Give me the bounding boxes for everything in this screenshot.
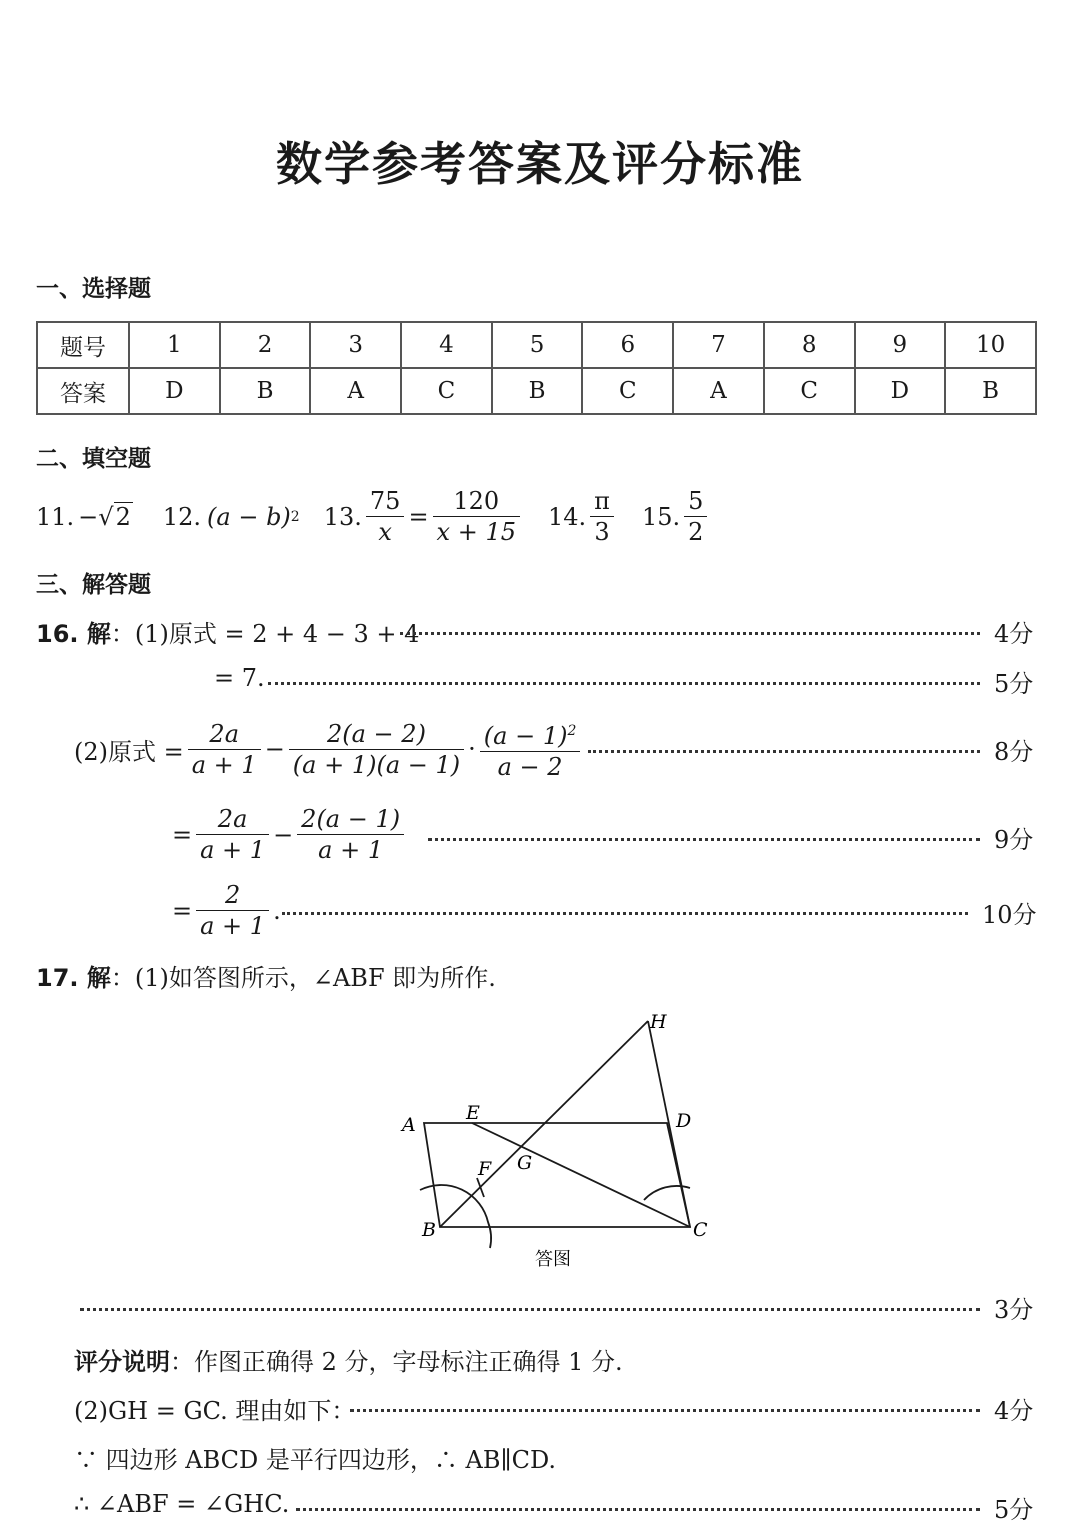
label-c: C (693, 1219, 708, 1241)
page-title: 数学参考答案及评分标准 (276, 137, 804, 191)
label-g: G (517, 1152, 533, 1174)
table-cell-number: 3 (310, 322, 401, 368)
score-4: 4分 (994, 1397, 1034, 1425)
q14-denominator: 3 (594, 518, 610, 546)
table-row-numbers (37, 322, 1036, 368)
numerator: 2(a − 2) (289, 719, 464, 750)
q17-part1-text: ：(1)如答图所示，∠ABF 即为所作. (110, 964, 496, 992)
leader-dots (296, 1508, 980, 1511)
leader-dots (428, 838, 980, 841)
fraction (188, 719, 261, 780)
table-cell-number: 1 (129, 322, 220, 368)
note-text: ：作图正确得 2 分，字母标注正确得 1 分. (170, 1348, 623, 1376)
table-cell-number: 2 (220, 322, 311, 368)
leader-dots (350, 1409, 980, 1412)
scoring-note (74, 1342, 623, 1377)
label-d: D (676, 1110, 692, 1132)
q16-part2-line (74, 716, 584, 782)
q14-numerator: π (590, 486, 614, 517)
numerator-exponent: 2 (567, 723, 577, 739)
fill-answers-line (36, 486, 711, 547)
denominator: a + 1 (318, 836, 384, 864)
minus-sign: − (264, 735, 285, 763)
label-b: B (422, 1219, 436, 1241)
table-cell-answer: C (401, 368, 492, 414)
tick-f (477, 1178, 484, 1197)
score-5: 5分 (994, 670, 1034, 698)
q12-expression: (a − b) (207, 502, 291, 531)
note-label: 评分说明 (74, 1348, 170, 1376)
denominator: a − 2 (497, 753, 563, 781)
table-cell-number: 9 (855, 322, 946, 368)
figure-caption: 答图 (535, 1249, 571, 1270)
score-3: 3分 (994, 1296, 1034, 1324)
numerator-base: (a − 1) (483, 722, 568, 750)
table-cell-number: 6 (582, 322, 673, 368)
q11-number: 11. (36, 502, 75, 531)
answer-table (36, 321, 1037, 415)
q15-fraction (684, 486, 707, 547)
table-cell-answer: D (129, 368, 220, 414)
dot-operator: · (468, 735, 476, 763)
leader-dots (282, 912, 968, 915)
label-e: E (466, 1102, 480, 1124)
equals-sign: = (172, 896, 193, 925)
q13-numerator-right: 120 (433, 486, 520, 517)
q17-angle-line: ∴ ∠ABF = ∠GHC. (74, 1490, 290, 1518)
parallelogram-abcd (424, 1123, 690, 1227)
q16-part2-prefix: (2)原式 = (74, 737, 184, 766)
label-f: F (478, 1158, 492, 1180)
q16-label: 16. 解 (36, 620, 111, 648)
label-h: H (650, 1011, 667, 1033)
score-8: 8分 (994, 738, 1034, 766)
table-header-number: 题号 (37, 322, 129, 368)
segment-ec (472, 1123, 690, 1227)
fraction (196, 880, 269, 941)
denominator: a + 1 (200, 836, 266, 864)
q15-number: 15. (641, 502, 681, 531)
table-cell-answer: B (492, 368, 583, 414)
q13-number: 13. (323, 502, 362, 531)
q11-radicand: 2 (115, 503, 131, 531)
table-cell-number: 7 (673, 322, 764, 368)
q16-line1 (36, 614, 419, 649)
numerator: 2a (196, 804, 269, 835)
table-cell-number: 4 (401, 322, 492, 368)
period: . (273, 896, 281, 925)
numerator: 2 (196, 880, 269, 911)
numerator: 2a (188, 719, 261, 750)
section-heading-fill: 二、填空题 (36, 446, 151, 472)
q13-fraction-left (366, 486, 405, 547)
denominator: a + 1 (200, 912, 266, 940)
q12-number: 12. (162, 502, 202, 531)
q15-denominator: 2 (688, 518, 704, 546)
score-9: 9分 (994, 826, 1034, 854)
q14-number: 14. (548, 502, 587, 531)
q17-part2-line: (2)GH = GC. 理由如下： (74, 1397, 356, 1425)
fraction (480, 716, 581, 782)
q11-sign: − (78, 502, 99, 531)
q13-denominator-left: x (378, 518, 392, 546)
q16-part1-text: ：(1)原式 = 2 + 4 − 3 + 4 (110, 620, 420, 648)
leader-dots (588, 750, 980, 753)
q16-line2: = 7. (214, 664, 265, 692)
table-row-answers (37, 368, 1036, 414)
q13-fraction-right (433, 486, 520, 547)
section-heading-solve: 三、解答题 (36, 572, 151, 598)
sqrt-icon: √ (98, 502, 114, 531)
table-cell-number: 5 (492, 322, 583, 368)
fraction (196, 804, 269, 865)
q15-numerator: 5 (684, 486, 707, 517)
table-cell-answer: A (673, 368, 764, 414)
geometry-figure (380, 1000, 740, 1280)
label-a: A (402, 1114, 416, 1136)
leader-dots (80, 1308, 980, 1311)
equals-sign: = (172, 820, 193, 849)
q14-fraction (590, 486, 614, 547)
q17-parallel-line: ∵ 四边形 ABCD 是平行四边形，∴ AB∥CD. (74, 1446, 556, 1474)
q17-line1 (36, 958, 496, 993)
leader-dots (268, 682, 980, 685)
score-5: 5分 (994, 1496, 1034, 1524)
numerator: 2(a − 1) (297, 804, 404, 835)
score-4: 4分 (994, 620, 1034, 648)
section-heading-choice: 一、选择题 (36, 276, 151, 302)
numerator (480, 716, 581, 752)
table-header-answer: 答案 (37, 368, 129, 414)
table-cell-answer: A (310, 368, 401, 414)
leader-dots (400, 632, 980, 635)
q13-numerator-left: 75 (366, 486, 405, 517)
minus-sign: − (273, 820, 294, 849)
q16-final-line (172, 880, 281, 941)
table-cell-answer: B (945, 368, 1036, 414)
q16-step-line (172, 804, 408, 865)
table-cell-answer: B (220, 368, 311, 414)
fraction (297, 804, 404, 865)
table-cell-answer: C (582, 368, 673, 414)
q13-denominator-right: x + 15 (436, 518, 516, 546)
q17-label: 17. 解 (36, 964, 111, 992)
q13-equals: = (408, 502, 429, 531)
denominator: (a + 1)(a − 1) (292, 750, 461, 779)
table-cell-answer: D (855, 368, 946, 414)
table-cell-answer: C (764, 368, 855, 414)
q12-exponent: 2 (290, 508, 300, 525)
score-10: 10分 (982, 901, 1037, 929)
table-cell-number: 10 (945, 322, 1036, 368)
fraction (289, 719, 464, 780)
table-cell-number: 8 (764, 322, 855, 368)
denominator: a + 1 (191, 750, 257, 779)
